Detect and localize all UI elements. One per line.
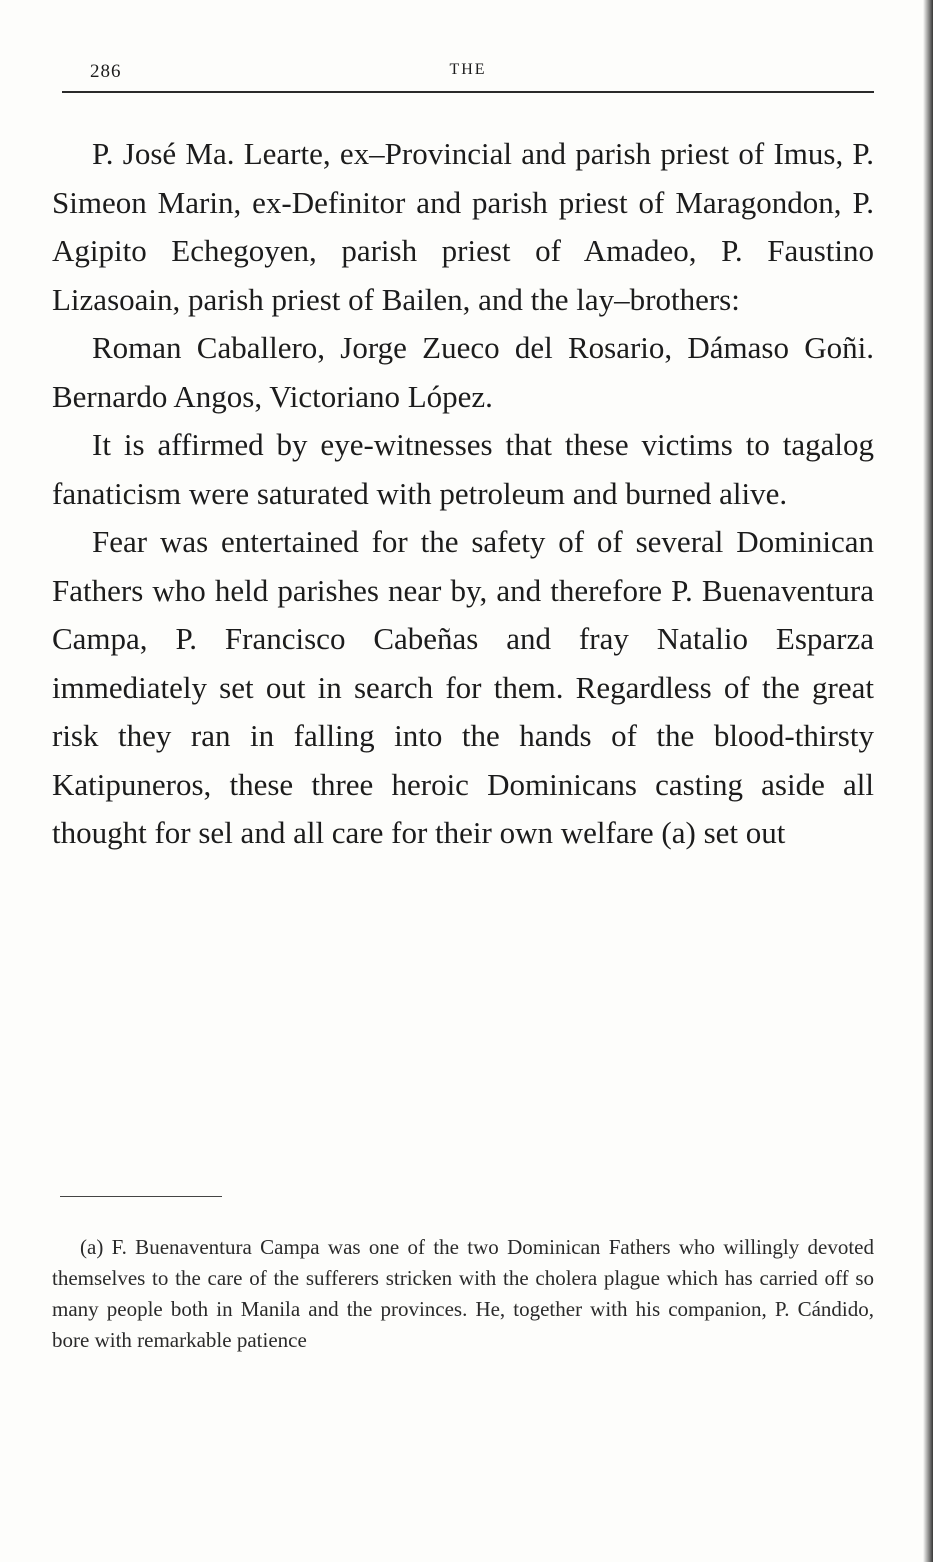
footnote-text: (a) F. Buenaventura Campa was one of the two Dominican Fathers who willingly devoted themselves to the care of the sufferers stricken with the cholera plague which has carried off so many people both in Manila and the provinces. He, together with his companion, P. Cándido, bore with remarkable patience (52, 1235, 874, 1352)
paragraph-lay-brothers: Roman Caballero, Jorge Zueco del Rosario, Dámaso Goñi. Bernardo Angos, Victoriano López. (52, 330, 874, 414)
header-rule (62, 91, 874, 93)
paragraph-eye-witnesses: It is affirmed by eye-witnesses that these victims to tagalog fanaticism were saturated with petroleum and burned alive. (52, 427, 874, 511)
paragraph-priests-list: P. José Ma. Learte, ex–Provincial and parish priest of Imus, P. Simeon Marin, ex-Definitor and parish priest of Maragondon, P. Agipito Echegoyen, parish priest of Amadeo, P. Faustino Lizasoain, parish priest of Bailen, and the lay–brothers: (52, 136, 874, 317)
page-number: 286 (90, 61, 122, 82)
footnote-rule (60, 1196, 222, 1197)
running-head (62, 55, 874, 95)
body-text (52, 130, 874, 858)
running-head-title: THE (449, 61, 487, 78)
page-edge-shadow (923, 0, 933, 1562)
footnote (52, 1232, 874, 1356)
paragraph-dominican-fathers: Fear was entertained for the safety of of several Dominican Fathers who held parishes near by, and therefore P. Buenaventura Campa, P. Francisco Cabeñas and fray Natalio Esparza immediately set out in search for them. Regardless of the great risk they ran in falling into the hands of the blood-thirsty Katipuneros, these three heroic Dominicans casting aside all thought for sel and all care for their own welfare (a) set out (52, 524, 874, 850)
